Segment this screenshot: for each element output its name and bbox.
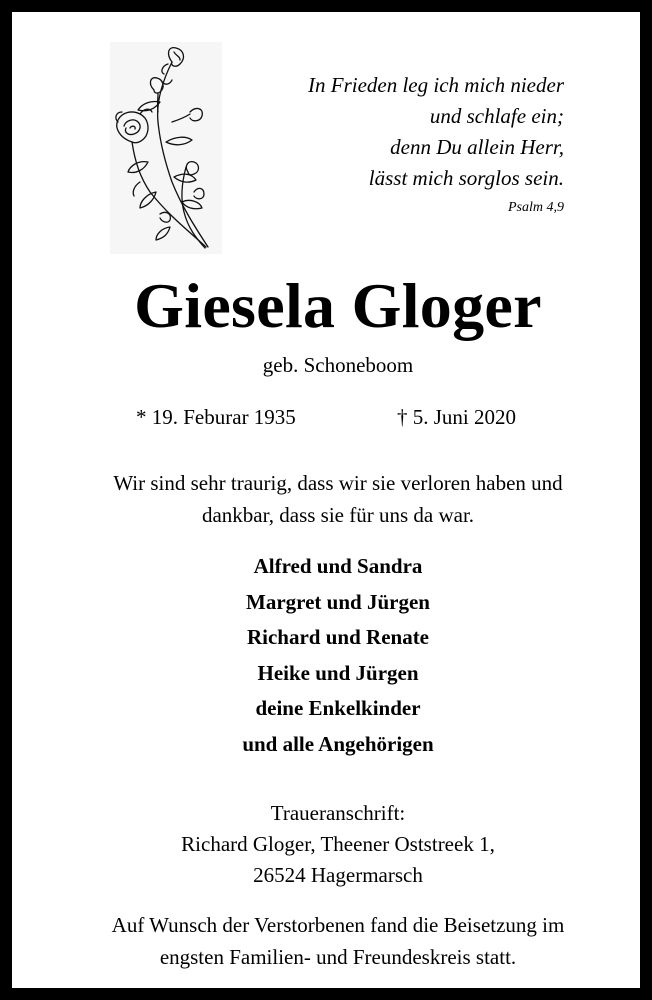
verse-reference: Psalm 4,9: [508, 200, 564, 215]
death-date: † 5. Juni 2020: [397, 405, 517, 429]
deceased-name: Giesela Gloger: [134, 270, 542, 341]
mourner-entry: und alle Angehörigen: [242, 731, 434, 756]
mourning-message: [32, 467, 644, 531]
address-label: Traueranschrift:: [270, 801, 406, 825]
message-line: Wir sind sehr traurig, dass wir sie verloren haben und: [113, 471, 563, 495]
verse-line: denn Du allein Herr,: [390, 135, 564, 159]
mourner-entry: Alfred und Sandra: [253, 554, 423, 578]
verse-line: In Frieden leg ich mich nieder: [308, 73, 564, 97]
birth-date: * 19. Feburar 1935: [136, 405, 296, 429]
message-line: dankbar, dass sie für uns da war.: [201, 503, 475, 527]
address-line: 26524 Hagermarsch: [253, 863, 423, 887]
verse-block: [212, 70, 564, 219]
verse-line: und schlafe ein;: [429, 104, 564, 128]
mourning-address: [12, 798, 652, 891]
mourner-entry: deine Enkelkinder: [255, 696, 421, 720]
rose-illustration: [110, 42, 222, 254]
burial-note: [32, 909, 644, 973]
mourners-list: [12, 549, 652, 762]
note-line: Auf Wunsch der Verstorbenen fand die Beisetzung im: [111, 913, 565, 937]
address-line: Richard Gloger, Theener Oststreek 1,: [181, 832, 495, 856]
birth-name: geb. Schoneboom: [262, 353, 414, 377]
mourner-entry: Richard und Renate: [246, 625, 430, 649]
note-line: engsten Familien- und Freundeskreis statt.: [159, 945, 517, 969]
verse-line: lässt mich sorglos sein.: [368, 166, 564, 190]
mourner-entry: Margret und Jürgen: [246, 589, 430, 614]
mourner-entry: Heike und Jürgen: [257, 660, 419, 685]
life-dates: [12, 402, 652, 432]
